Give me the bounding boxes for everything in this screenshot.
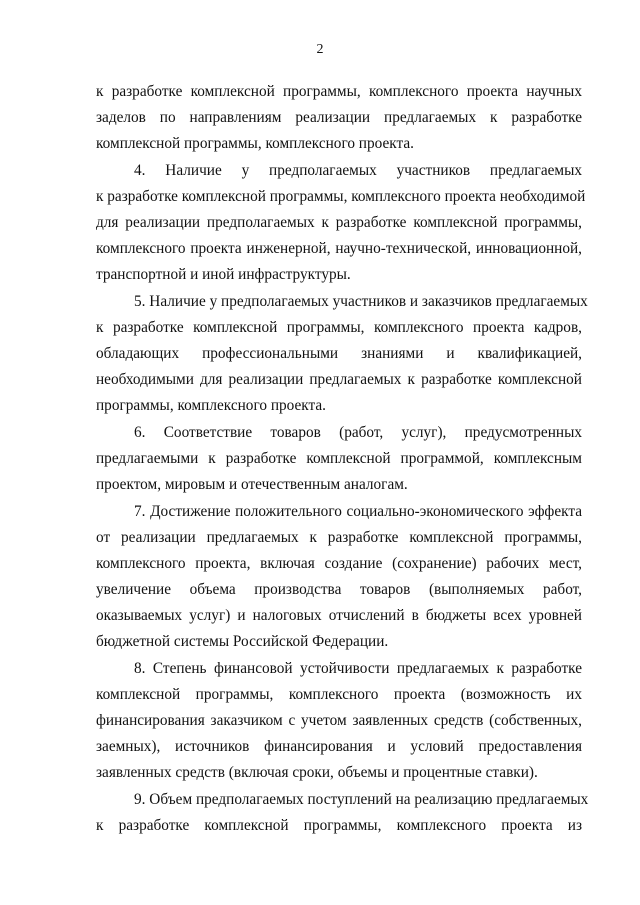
- text-line: заемных), источников финансирования и условий предоставления: [96, 738, 582, 755]
- text-line: заявленных средств (включая сроки, объемы и процентные ставки).: [96, 764, 538, 781]
- text-line: к разработке комплексной программы, комплексного проекта необходимой: [96, 188, 586, 205]
- text-line: 9. Объем предполагаемых поступлений на реализацию предлагаемых: [134, 791, 589, 808]
- text-line: для реализации предполагаемых к разработке комплексной программы,: [96, 214, 582, 231]
- page-number: 2: [316, 42, 324, 57]
- text-line: комплексного проекта инженерной, научно-технической, инновационной,: [96, 240, 582, 257]
- text-line: 5. Наличие у предполагаемых участников и заказчиков предлагаемых: [134, 293, 588, 310]
- text-line: 8. Степень финансовой устойчивости предлагаемых к разработке: [134, 660, 582, 677]
- text-line: предлагаемыми к разработке комплексной программой, комплексным: [96, 450, 582, 467]
- text-line: увеличение объема производства товаров (выполняемых работ,: [96, 581, 582, 598]
- text-line: от реализации предлагаемых к разработке комплексной программы,: [96, 529, 582, 546]
- text-line: 6. Соответствие товаров (работ, услуг), предусмотренных: [134, 424, 582, 441]
- text-line: комплексной программы, комплексного проекта.: [96, 135, 414, 152]
- text-line: финансирования заказчиком с учетом заявленных средств (собственных,: [96, 712, 582, 729]
- text-line: 4. Наличие у предполагаемых участников предлагаемых: [134, 162, 582, 179]
- text-line: бюджетной системы Российской Федерации.: [96, 633, 389, 650]
- text-line: 7. Достижение положительного социально-экономического эффекта: [134, 503, 582, 520]
- text-line: необходимыми для реализации предлагаемых к разработке комплексной: [96, 371, 582, 388]
- text-line: к разработке комплексной программы, комплексного проекта кадров,: [96, 319, 582, 336]
- text-line: заделов по направлениям реализации предлагаемых к разработке: [96, 109, 582, 126]
- text-line: программы, комплексного проекта.: [96, 397, 326, 414]
- text-line: оказываемых услуг) и налоговых отчислений в бюджеты всех уровней: [96, 607, 582, 624]
- text-line: к разработке комплексной программы, комплексного проекта научных: [96, 83, 582, 100]
- text-line: к разработке комплексной программы, комплексного проекта из: [96, 817, 582, 834]
- text-line: транспортной и иной инфраструктуры.: [96, 266, 351, 283]
- text-line: проектом, мировым и отечественным аналогам.: [96, 476, 408, 493]
- text-line: обладающих профессиональными знаниями и квалификацией,: [96, 345, 582, 362]
- text-line: комплексного проекта, включая создание (сохранение) рабочих мест,: [96, 555, 582, 572]
- text-line: комплексной программы, комплексного проекта (возможность их: [96, 686, 582, 703]
